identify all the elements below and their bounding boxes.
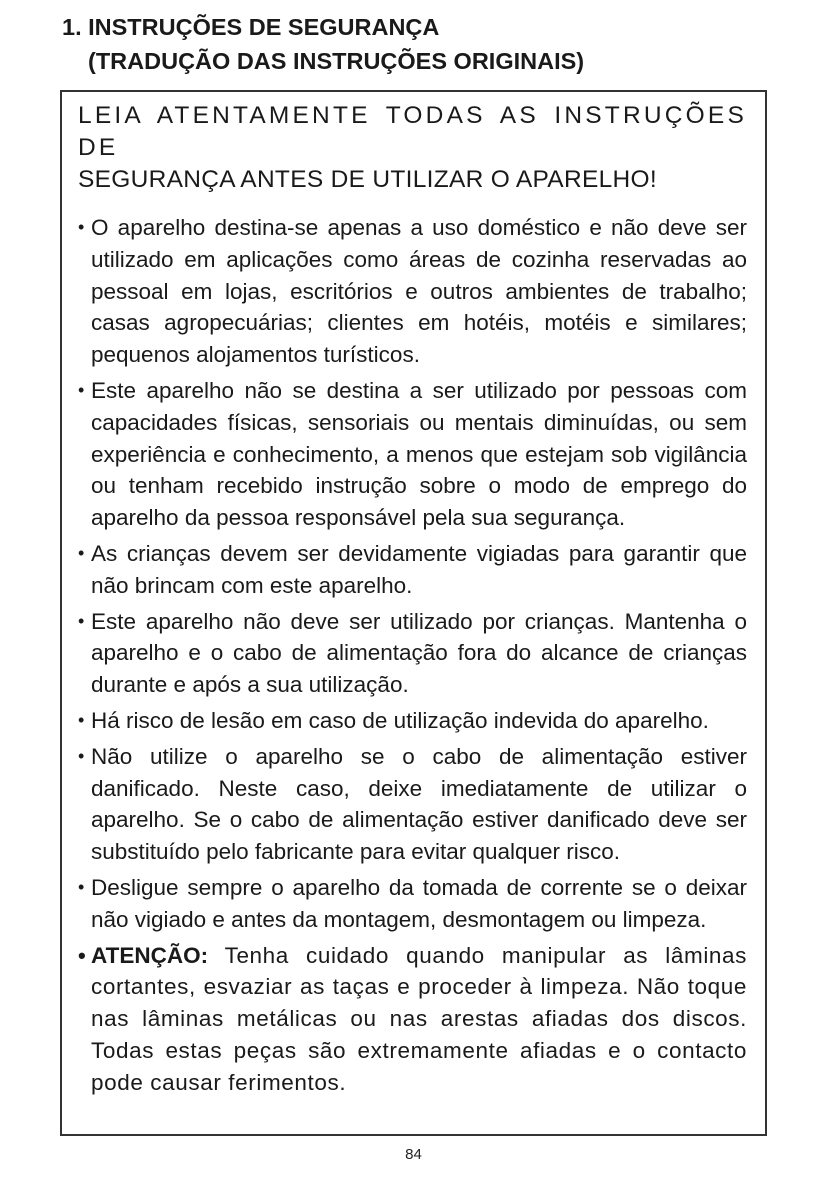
bullet-icon: • [78, 709, 85, 730]
safety-notice-line1: LEIA ATENTAMENTE TODAS AS INSTRUÇÕES DE [78, 102, 747, 161]
warning-item [78, 940, 747, 1099]
heading-subtitle: (TRADUÇÃO DAS INSTRUÇÕES ORIGINAIS) [88, 48, 585, 74]
list-item [78, 741, 747, 868]
list-item [78, 538, 747, 602]
list-item-text: Não utilize o aparelho se o cabo de alimentação estiver danificado. Neste caso, deixe imediatamente de utilizar o aparelho. Se o cabo de alimentação estiver danificado deve ser substituído pelo fabricante para evitar qualquer risco. [91, 743, 747, 865]
heading-title: 1. INSTRUÇÕES DE SEGURANÇA [62, 14, 440, 40]
list-item-text: Este aparelho não se destina a ser utilizado por pessoas com capacidades físicas, sensoriais ou mentais diminuídas, ou sem experiência e conhecimento, a menos que estejam sob vigilância ou tenham recebido instrução sobre o modo de emprego do aparelho da pessoa responsável pela sua segurança. [91, 377, 747, 531]
safety-instructions-list [78, 212, 747, 1099]
bullet-icon: • [78, 876, 85, 897]
bullet-icon: • [78, 942, 86, 968]
safety-instructions-box [60, 90, 767, 1136]
list-item [78, 705, 747, 737]
list-item-text: As crianças devem ser devidamente vigiadas para garantir que não brincam com este aparelho. [91, 540, 747, 598]
section-heading [62, 10, 782, 78]
bullet-icon: • [78, 745, 85, 766]
warning-text: Tenha cuidado quando manipular as lâminas cortantes, esvaziar as taças e proceder à limpeza. Não toque nas lâminas metálicas ou nas arestas afiadas dos discos. Todas estas peças são extremamente afiadas e o contacto pode causar ferimentos. [91, 942, 747, 1095]
list-item [78, 872, 747, 936]
list-item-text: Desligue sempre o aparelho da tomada de corrente se o deixar não vigiado e antes da montagem, desmontagem ou limpeza. [91, 874, 747, 932]
bullet-icon: • [78, 542, 85, 563]
bullet-icon: • [78, 217, 85, 237]
safety-notice-line2: SEGURANÇA ANTES DE UTILIZAR O APARELHO! [78, 166, 657, 193]
list-item [78, 606, 747, 701]
safety-notice [78, 100, 747, 196]
list-item-text: Este aparelho não deve ser utilizado por crianças. Mantenha o aparelho e o cabo de alimentação fora do alcance de crianças durante e após a sua utilização. [91, 608, 747, 698]
warning-label: ATENÇÃO: [91, 942, 209, 968]
list-item-text: Há risco de lesão em caso de utilização indevida do aparelho. [91, 707, 709, 733]
bullet-icon: • [78, 379, 85, 400]
list-item [78, 375, 747, 534]
page-number: 84 [405, 1146, 422, 1163]
list-item [78, 212, 747, 371]
bullet-icon: • [78, 610, 85, 631]
list-item-text: O aparelho destina-se apenas a uso doméstico e não deve ser utilizado em aplicações como áreas de cozinha reservadas ao pessoal em lojas, escritórios e outros ambientes de trabalho; casas agropecuárias; clientes em hotéis, motéis e similares; pequenos alojamentos turísticos. [91, 215, 747, 368]
